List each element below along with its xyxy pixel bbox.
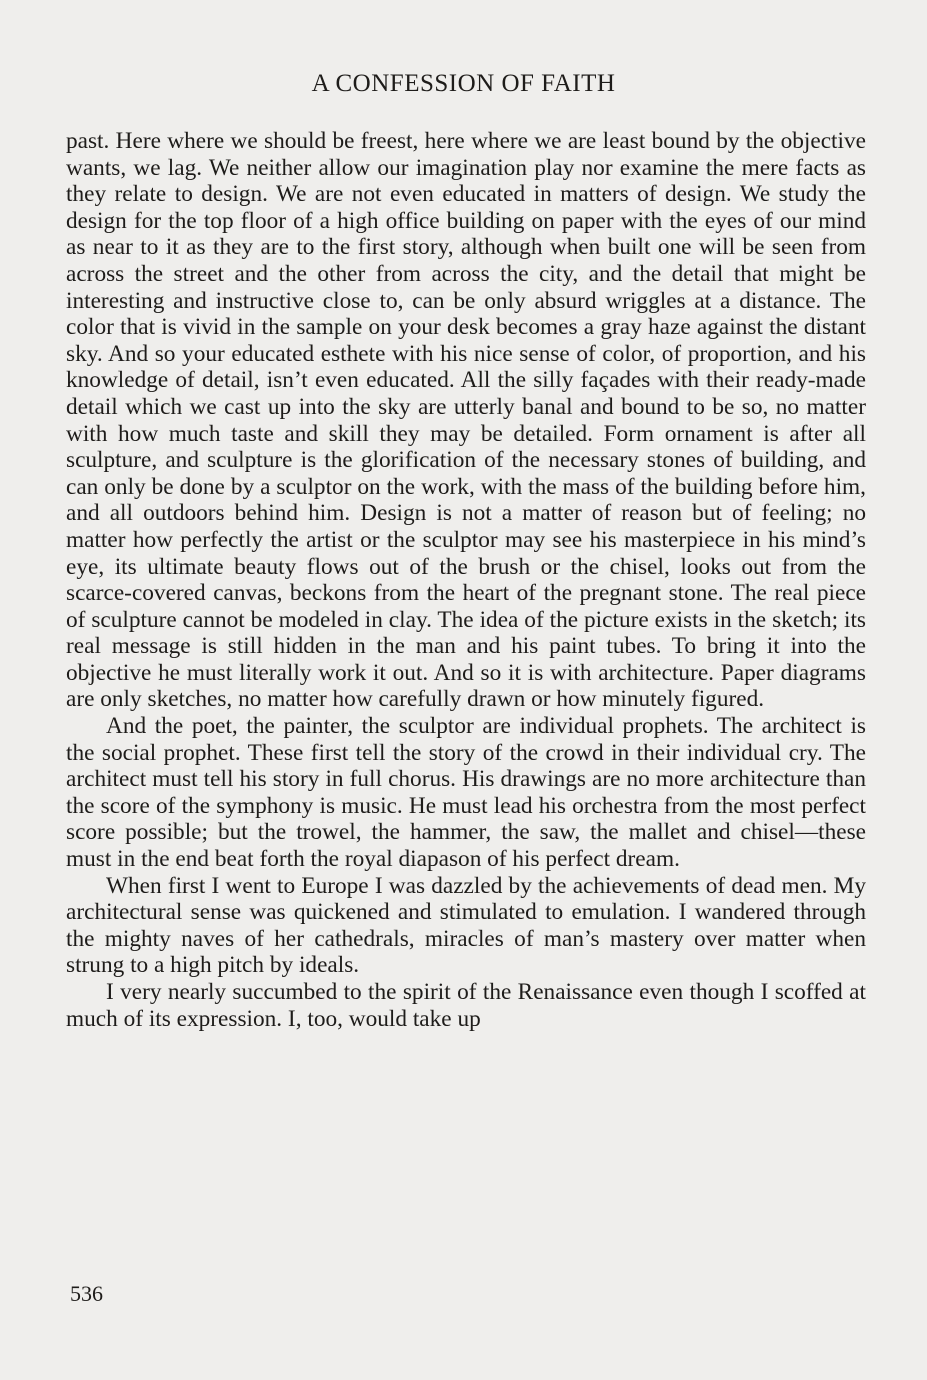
paragraph: And the poet, the painter, the sculptor are individual prophets. The architect is the social prophet. These first tell the story of the crowd in their individual cry. The architect must tell his story in full chorus. His drawings are no more architecture than the score of the symphony is music. He must lead his orchestra from the most perfect score possible; but the trowel, the hammer, the saw, the mallet and chisel—these must in the end beat forth the royal diapason of his perfect dream.: [66, 713, 866, 873]
running-title: A CONFESSION OF FAITH: [311, 70, 616, 97]
body-text: [66, 128, 866, 1032]
paragraph: When first I went to Europe I was dazzled by the achievements of dead men. My architectural sense was quickened and stimulated to emulation. I wandered through the mighty naves of her cathedrals, miracles of man’s mastery over matter when strung to a high pitch by ideals.: [66, 872, 866, 979]
page-number: 536: [70, 1281, 103, 1306]
paragraph: I very nearly succumbed to the spirit of the Renaissance even though I scoffed at much of its expression. I, too, would take up: [66, 979, 866, 1032]
paragraph-continued: past. Here where we should be freest, here where we are least bound by the objective wants, we lag. We neither allow our imagination play nor examine the mere facts as they relate to design. We are not even educated in matters of design. We study the design for the top floor of a high office building on paper with the eyes of our mind as near to it as they are to the first story, although when built one will be seen from across the street and the other from across the city, and the detail that might be interesting and instructive close to, can be only absurd wriggles at a distance. The color that is vivid in the sample on your desk becomes a gray haze against the distant sky. And so your educated esthete with his nice sense of color, of proportion, and his knowledge of detail, isn’t even educated. All the silly façades with their ready-made detail which we cast up into the sky are utterly banal and bound to be so, no matter with how much taste and skill they may be detailed. Form ornament is after all sculpture, and sculpture is the glorification of the necessary stones of building, and can only be done by a sculptor on the work, with the mass of the building before him, and all outdoors behind him. Design is not a matter of reason but of feeling; no matter how perfectly the artist or the sculptor may see his masterpiece in his mind’s eye, its ultimate beauty flows out of the brush or the chisel, looks out from the scarce-covered canvas, beckons from the heart of the pregnant stone. The real piece of sculpture cannot be modeled in clay. The idea of the picture exists in the sketch; its real message is still hidden in the man and his paint tubes. To bring it into the objective he must literally work it out. And so it is with architecture. Paper diagrams are only sketches, no matter how carefully drawn or how minutely figured.: [66, 128, 866, 713]
